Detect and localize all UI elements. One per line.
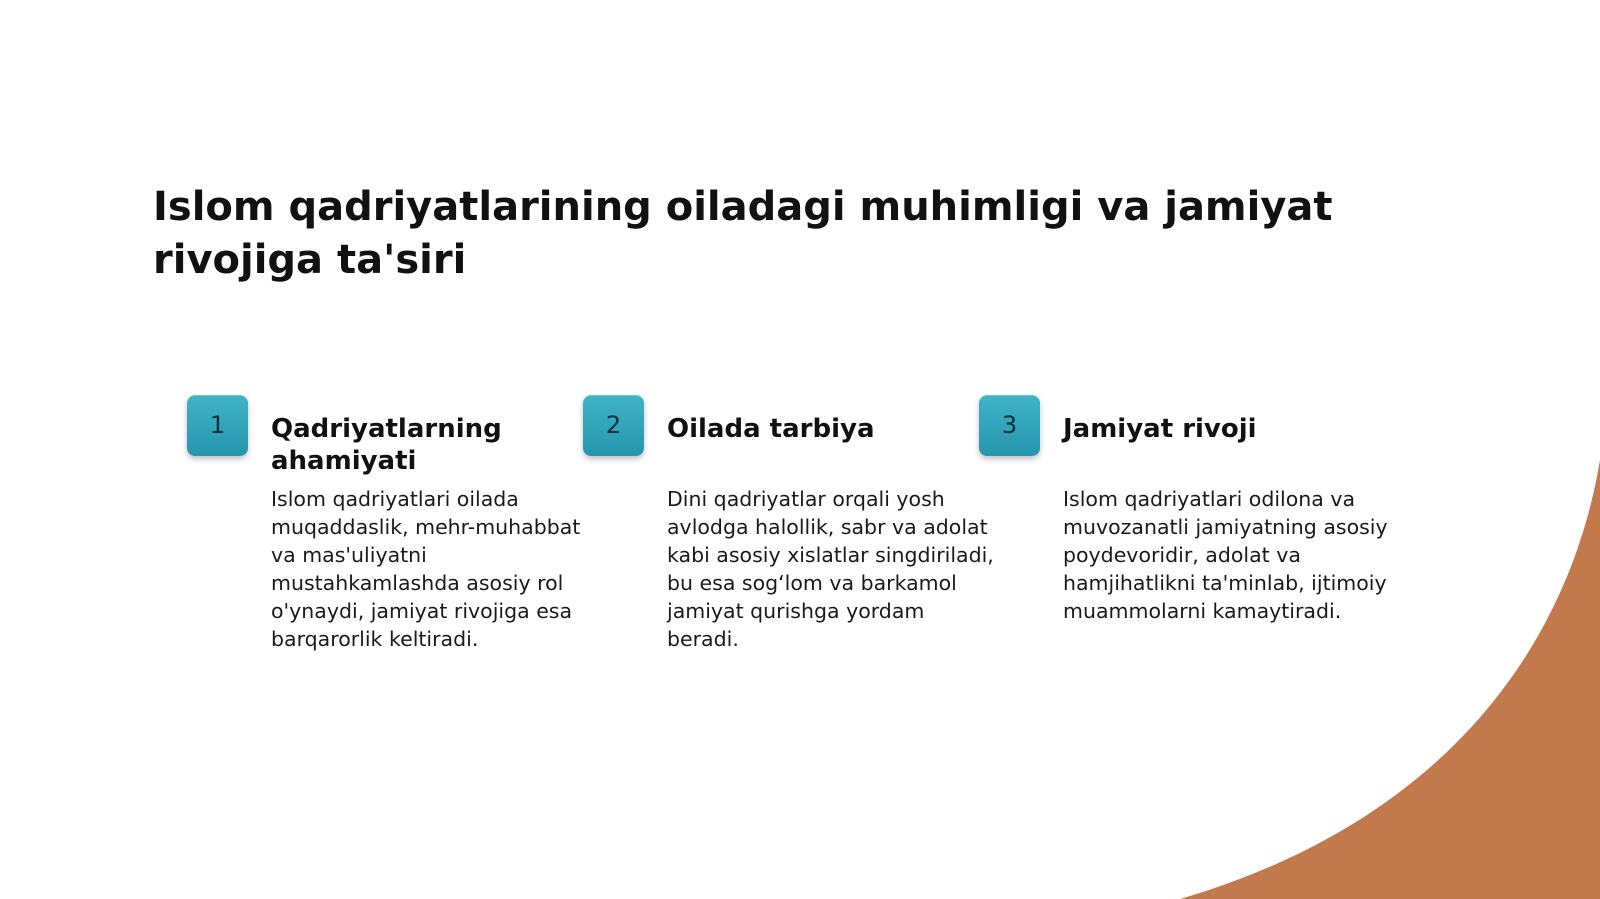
item-title: Oilada tarbiya: [667, 414, 875, 444]
item-text: Islom qadriyatlari oilada muqaddaslik, mehr-muhabbat va mas'uliyatni mustahkamlashda asosiy rol o'ynaydi, jamiyat rivojiga esa barqarorlik keltiradi.: [271, 487, 581, 651]
item-text: Islom qadriyatlari odilona va muvozanatli jamiyatning asosiy poydevoridir, adolat va hamjihatlikni ta'minlab, ijtimoiy muammolarni kamaytiradi.: [1063, 487, 1388, 623]
list-item: [583, 395, 994, 665]
list-item: [187, 395, 581, 665]
item-title: Qadriyatlarning ahamiyati: [271, 414, 502, 476]
item-text: Dini qadriyatlar orqali yosh avlodga halollik, sabr va adolat kabi asosiy xislatlar singdiriladi, bu esa sog‘lom va barkamol jamiyat qurishga yordam beradi.: [667, 487, 994, 651]
page-title: Islom qadriyatlarining oiladagi muhimligi va jamiyat rivojiga ta'siri: [153, 184, 1333, 283]
number-badge: 3: [979, 395, 1040, 456]
number-badge: 2: [583, 395, 644, 456]
item-title: Jamiyat rivoji: [1063, 414, 1257, 444]
list-item: [979, 395, 1388, 665]
number-badge: 1: [187, 395, 248, 456]
